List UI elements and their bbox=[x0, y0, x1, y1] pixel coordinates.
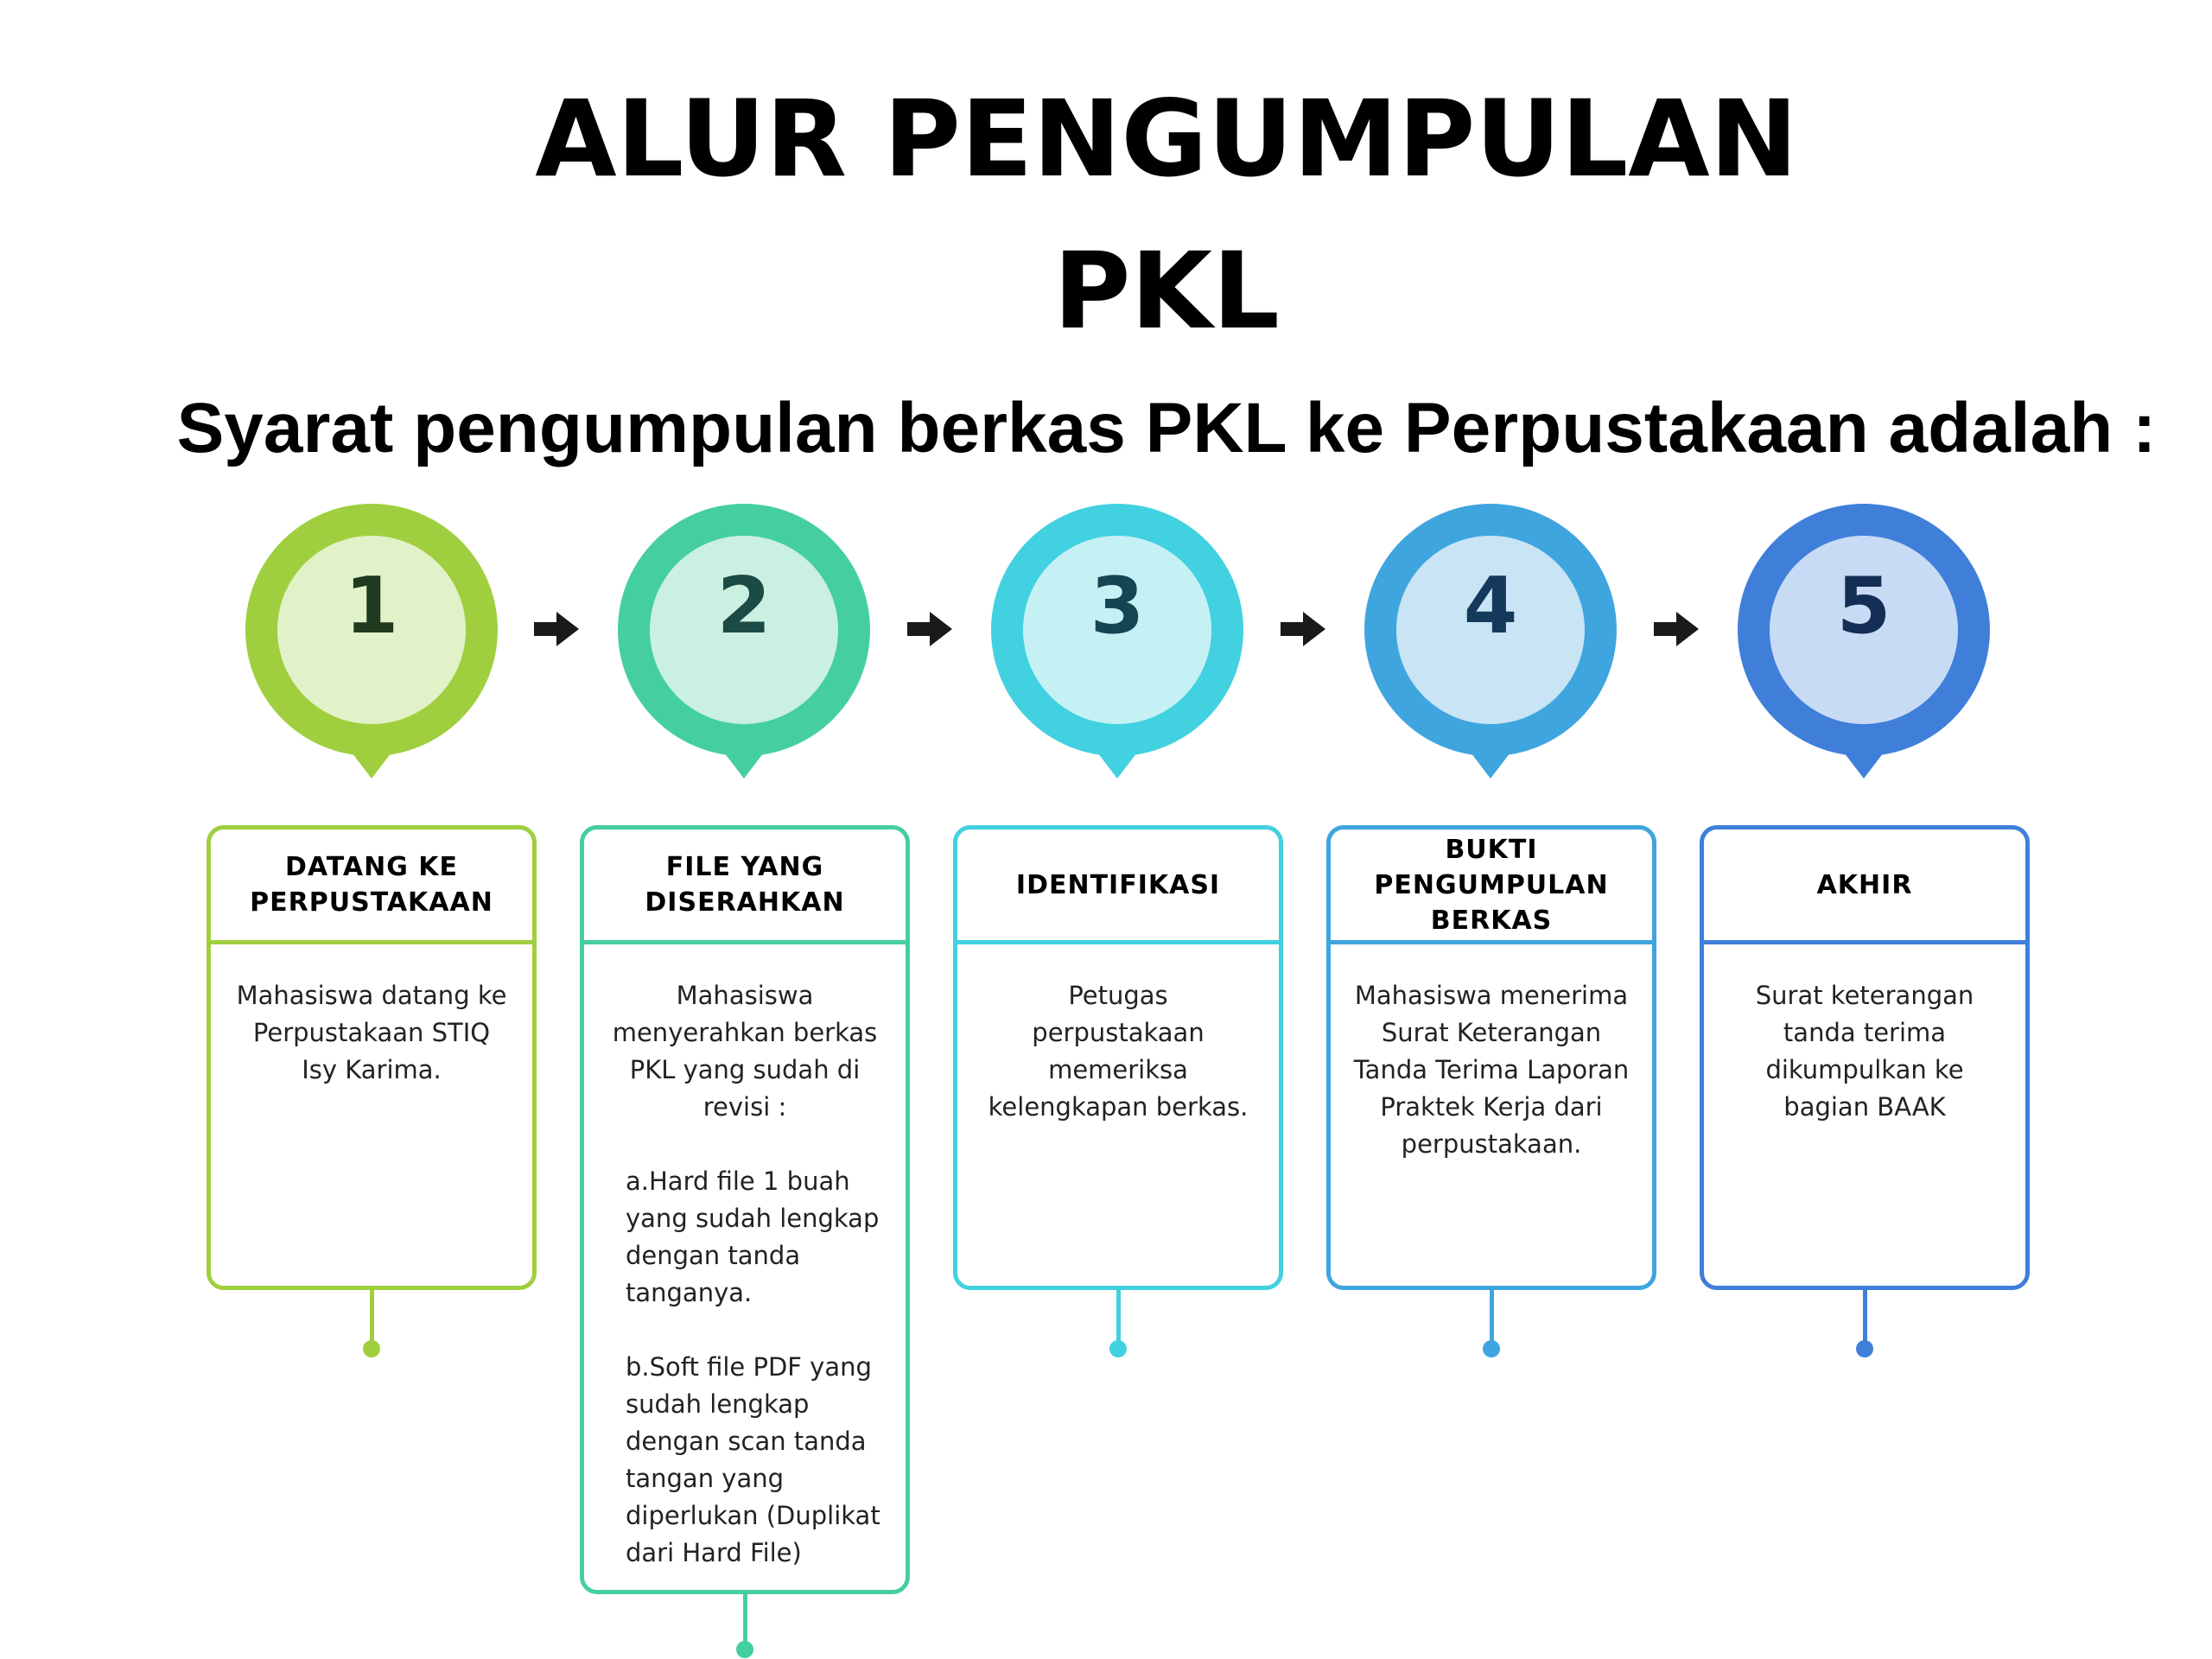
step-5-body bbox=[1704, 944, 2025, 1126]
right-arrow-icon bbox=[1281, 612, 1325, 646]
step-2-description: Mahasiswa menyerahkan berkas PKL yang sudah di revisi : bbox=[612, 981, 878, 1122]
step-1-number: 1 bbox=[344, 561, 399, 652]
step-3-description: Petugas perpustakaan memeriksa kelengkapan berkas. bbox=[988, 981, 1249, 1122]
step-4-number: 4 bbox=[1463, 561, 1518, 652]
step-2-item-a: a.Hard file 1 buah yang sudah lengkap dengan tanda tanganya. bbox=[626, 1166, 880, 1307]
right-arrow-icon bbox=[907, 612, 952, 646]
step-2-dot bbox=[736, 1641, 753, 1658]
step-2-number: 2 bbox=[716, 561, 772, 652]
step-5-card bbox=[1700, 825, 2030, 1290]
step-4-body bbox=[1331, 944, 1652, 1163]
step-2-heading: FILE YANG DISERAHKAN bbox=[584, 830, 906, 944]
step-2-card bbox=[580, 825, 910, 1594]
step-5-dot bbox=[1856, 1340, 1873, 1357]
step-3-dot bbox=[1109, 1340, 1127, 1357]
step-4-heading: BUKTI PENGUMPULAN BERKAS bbox=[1331, 830, 1652, 944]
step-5-description: Surat keterangan tanda terima dikumpulkan ke bagian BAAK bbox=[1755, 981, 1974, 1122]
step-4-pin bbox=[1364, 504, 1617, 780]
step-4-card bbox=[1326, 825, 1656, 1290]
step-3-number: 3 bbox=[1090, 561, 1145, 652]
step-3-body bbox=[957, 944, 1279, 1126]
step-1-description: Mahasiswa datang ke Perpustakaan STIQ Isy Karima. bbox=[236, 981, 507, 1084]
step-1-pin bbox=[245, 504, 498, 780]
step-4-description: Mahasiswa menerima Surat Keterangan Tanda Terima Laporan Praktek Kerja dari perpustakaan. bbox=[1353, 981, 1630, 1159]
step-5-pin bbox=[1738, 504, 1990, 780]
title-line-1: ALUR PENGUMPULAN bbox=[535, 78, 1798, 200]
step-1-card bbox=[207, 825, 537, 1290]
step-3-heading: IDENTIFIKASI bbox=[957, 830, 1279, 944]
step-4-dot bbox=[1483, 1340, 1500, 1357]
step-1-dot bbox=[363, 1340, 380, 1357]
title-line-2: PKL bbox=[1053, 230, 1280, 353]
step-1-body bbox=[211, 944, 532, 1089]
step-5-number: 5 bbox=[1836, 561, 1891, 652]
step-2-pin bbox=[618, 504, 870, 780]
right-arrow-icon bbox=[1654, 612, 1699, 646]
step-2-item-b: b.Soft file PDF yang sudah lengkap dengan scan tanda tangan yang diperlukan (Duplikat dari Hard File) bbox=[626, 1352, 880, 1567]
step-2-body bbox=[584, 944, 906, 1572]
right-arrow-icon bbox=[534, 612, 579, 646]
step-1-heading: DATANG KE PERPUSTAKAAN bbox=[211, 830, 532, 944]
step-3-card bbox=[953, 825, 1283, 1290]
step-5-heading: AKHIR bbox=[1704, 830, 2025, 944]
subtitle: Syarat pengumpulan berkas PKL ke Perpustakaan adalah : bbox=[176, 389, 2157, 467]
step-3-pin bbox=[991, 504, 1243, 780]
